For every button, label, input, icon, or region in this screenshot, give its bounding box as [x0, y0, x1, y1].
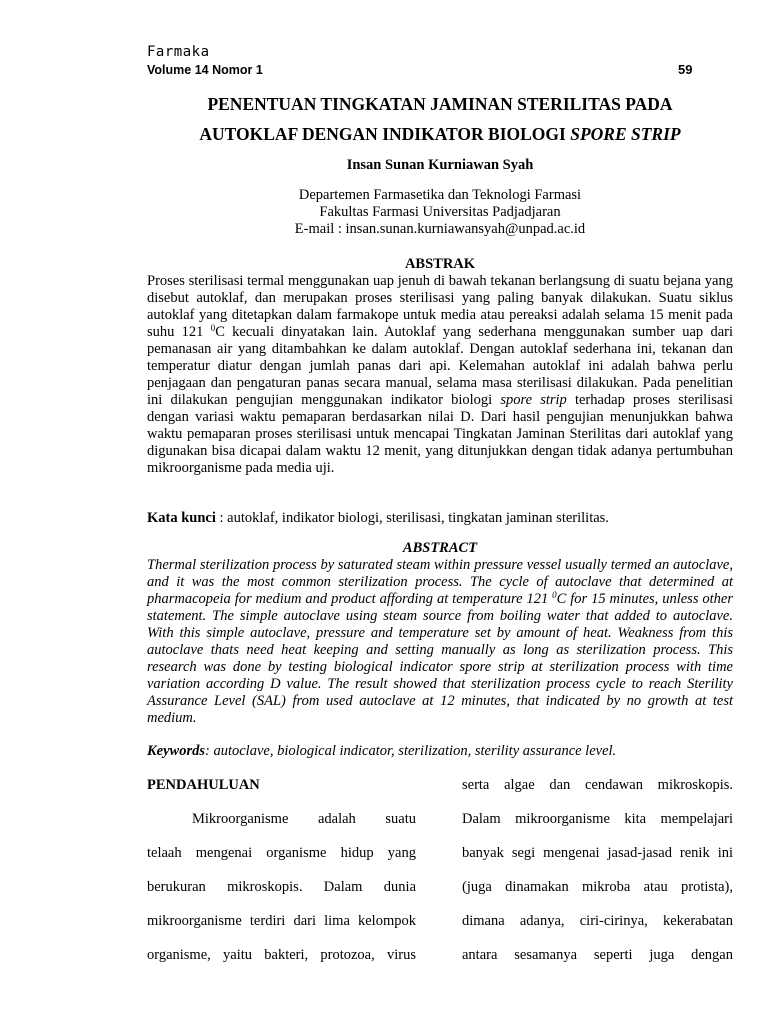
text-line: (juga dinamakan mikroba atau protista), [462, 879, 733, 895]
text-line: Dalam mikroorganisme kita mempelajari [462, 811, 733, 827]
text-line: banyak segi mengenai jasad-jasad renik ini [462, 845, 733, 861]
author-name: Insan Sunan Kurniawan Syah [346, 157, 534, 173]
abstrak-text-1: Proses sterilisasi termal menggunakan uap jenuh di bawah tekanan berlangsung di suatu bejana yang disebut autoklaf, dan merupakan proses sterilisasi yang paling banyak dilakukan. Suatu siklus autoklaf yang ditetapkan dalam farmakope untuk media atau pereaksi adalah selama 15 menit pada suhu 121 [147, 273, 733, 340]
text-line: mikroorganisme terdiri dari lima kelompok [147, 913, 416, 929]
abstrak-degree: 0 [210, 323, 216, 333]
text-line: serta algae dan cendawan mikroskopis. [462, 777, 733, 793]
affiliation-department: Departemen Farmasetika dan Teknologi Farmasi [298, 187, 582, 203]
abstrak-heading: ABSTRAK [404, 256, 476, 272]
kata-kunci-label: Kata kunci [147, 510, 216, 526]
text-line: organisme, yaitu bakteri, protozoa, virus [147, 947, 416, 963]
keywords [147, 743, 733, 760]
abstrak-body [147, 273, 733, 477]
abstrak-text-2: C kecuali dinyatakan lain. Autoklaf yang sederhana menggunakan sumber uap dari pemanasan air yang ditambahkan ke dalam autoklaf. Dengan autoklaf sederhana ini, tekanan dan temperatur diatur dengan jumlah panas dari api. Kelemahan autoklaf ini adalah bahwa perlu penjagaan dan pengaturan panas secara manual, selama masa sterilisasi dilakukan. Pada penelitian ini dilakukan pengujian menggunakan indikator biologi [147, 324, 733, 408]
kata-kunci-text: : autoklaf, indikator biologi, sterilisasi, tingkatan jaminan sterilitas. [215, 510, 609, 526]
affiliation-faculty: Fakultas Farmasi Universitas Padjadjaran [319, 204, 561, 220]
abstrak-italic-term: spore strip [500, 392, 567, 408]
affiliation-block [147, 187, 733, 238]
abstract-body [147, 557, 733, 727]
abstract-text-2: C for 15 minutes, unless other statement. The simple autoclave using steam source from boiling water that added to autoclave. With this simple autoclave, pressure and temperature set by amount of heat. Weakness from this autoclave thats need heat keeping and setting manually as long as sterilization process. This research was done by testing biological indicator spore strip at sterilization process with time variation according D value. The result showed that sterilization process cycle to reach Sterility Assurance Level (SAL) from used autoclave at 12 minutes, that indicated by no growth at test medium. [147, 591, 733, 726]
abstract-degree: 0 [552, 590, 557, 600]
intro-right-column [462, 777, 733, 981]
author-email: E-mail : insan.sunan.kurniawansyah@unpad.ac.id [294, 221, 586, 237]
intro-left-column [147, 777, 416, 981]
text-line: antara sesamanya seperti juga dengan [462, 947, 733, 963]
text-line: dimana adanya, ciri-cirinya, kekerabatan [462, 913, 733, 929]
journal-name: Farmaka [147, 44, 210, 60]
article-title-line-1: PENENTUAN TINGKATAN JAMINAN STERILITAS PADA [207, 94, 673, 114]
keywords-text: : autoclave, biological indicator, sterilization, sterility assurance level. [205, 743, 617, 759]
abstract-text-1: Thermal sterilization process by saturated steam within pressure vessel usually termed an autoclave, and it was the most common sterilization process. The cycle of autoclave that determined at pharmacopeia for medium and product affording at temperature 121 [147, 557, 733, 607]
abstrak-text-3: terhadap proses sterilisasi dengan variasi waktu pemaparan berdasarkan nilai D. Dari hasil pengujian menunjukkan bahwa waktu pemaparan proses sterilisasi untuk mencapai Tingkatan Jaminan Sterilitas dari autoklaf yang digunakan bisa dicapai dalam waktu 12 menit, yang ditunjukkan dengan tidak adanya pertumbuhan mikroorganisme pada media uji. [147, 392, 733, 476]
article-title-line-2 [147, 124, 733, 145]
title-italic: SPORE STRIP [570, 124, 681, 144]
text-line: berukuran mikroskopis. Dalam dunia [147, 879, 416, 895]
kata-kunci [147, 510, 733, 527]
text-line: telaah mengenai organisme hidup yang [147, 845, 416, 861]
title-text: AUTOKLAF DENGAN INDIKATOR BIOLOGI [199, 124, 571, 144]
text-line: Mikroorganisme adalah suatu [192, 811, 416, 827]
keywords-label: Keywords [147, 743, 205, 759]
page-number: 59 [678, 62, 693, 77]
section-heading: PENDAHULUAN [147, 777, 260, 793]
volume-info: Volume 14 Nomor 1 [147, 63, 263, 77]
abstract-heading: ABSTRACT [402, 540, 478, 556]
